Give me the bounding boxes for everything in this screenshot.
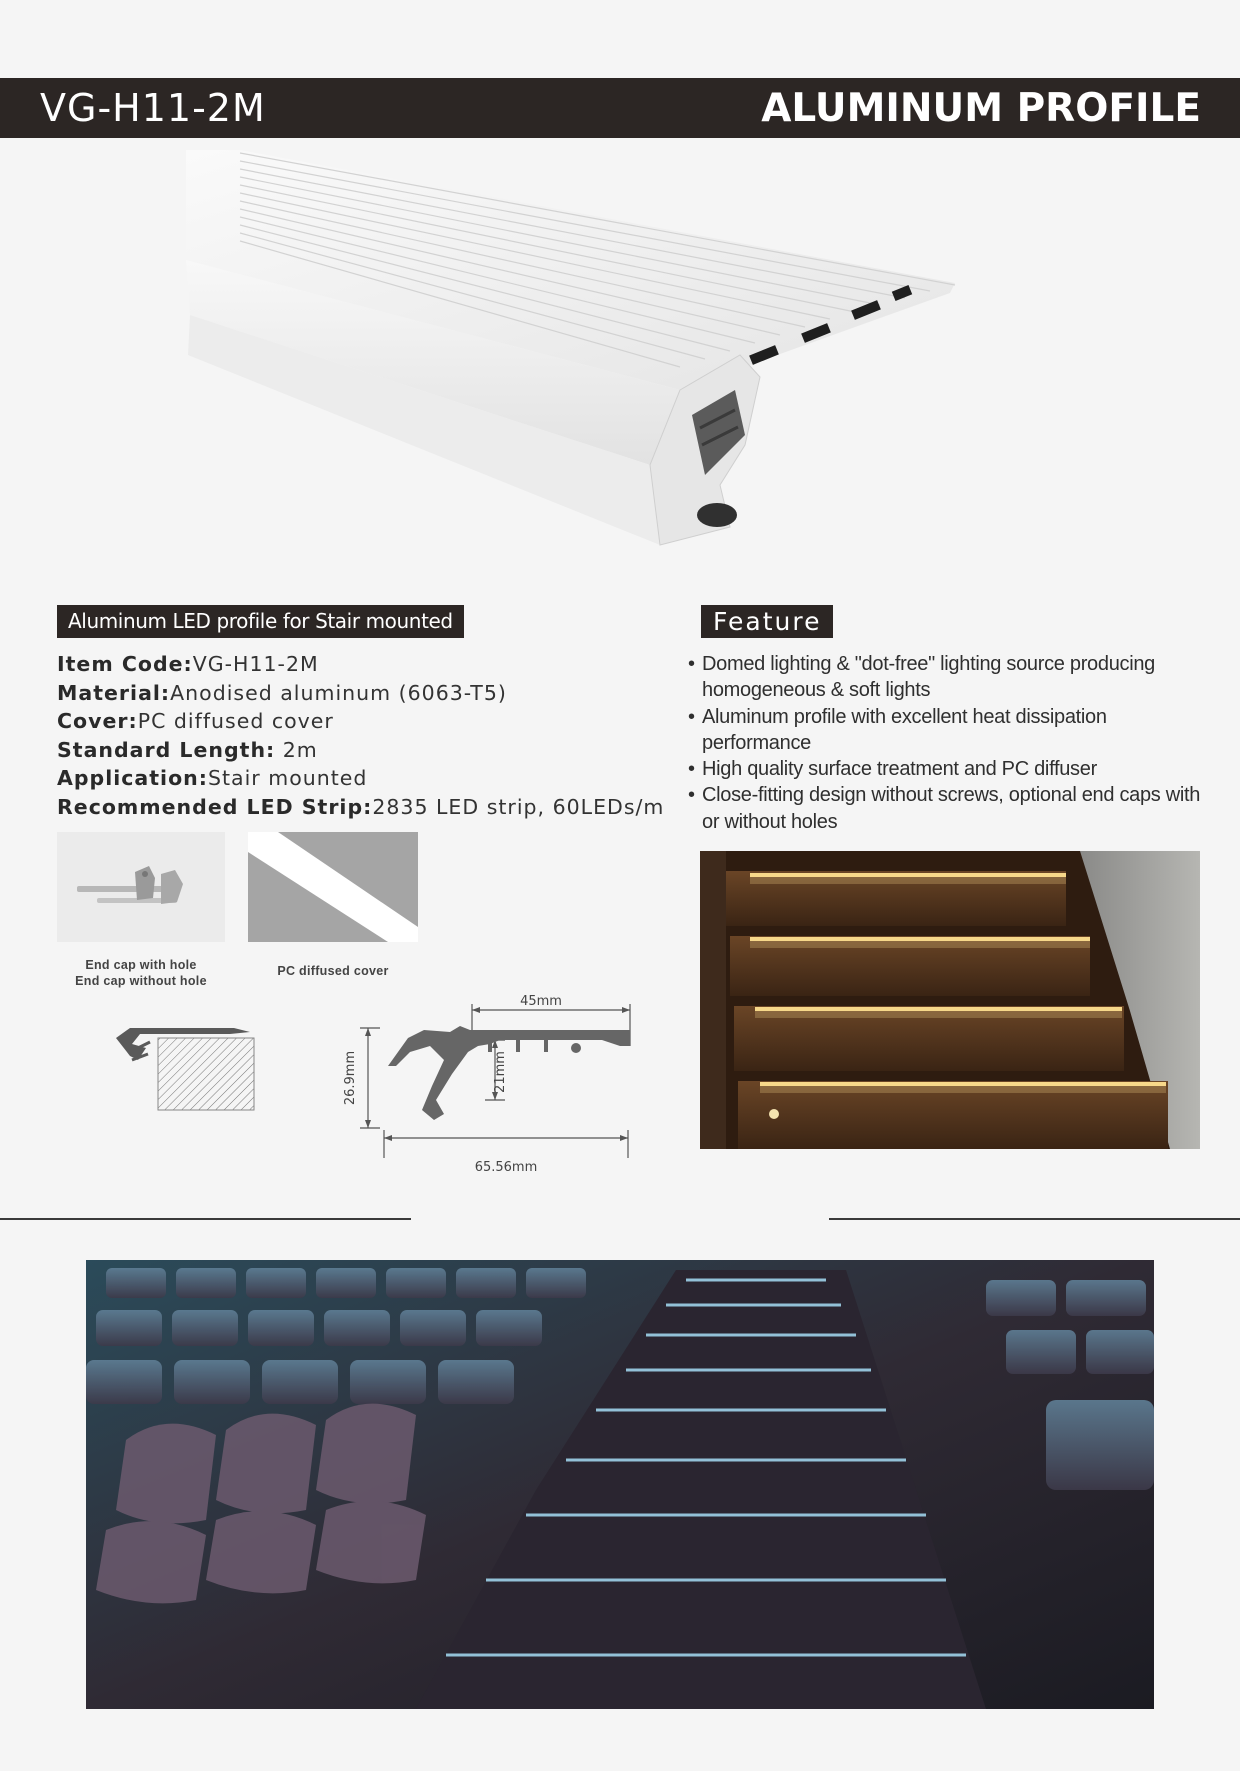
- dimension-drawing: [340, 990, 640, 1175]
- installation-diagram: [110, 1020, 260, 1115]
- end-cap-thumbnail: [57, 832, 225, 942]
- end-cap-without-hole-label: End cap without hole: [75, 974, 207, 988]
- end-cap-image: [57, 832, 225, 942]
- pc-cover-thumbnail: [248, 832, 418, 942]
- category-title: ALUMINUM PROFILE: [761, 86, 1201, 131]
- feature-item: • Close-fitting design without screws, optional end caps with or without holes: [688, 782, 1208, 835]
- spec-standard-length: Standard Length: 2m: [57, 737, 318, 762]
- divider-right: [829, 1218, 1240, 1220]
- spec-cover: Cover:PC diffused cover: [57, 709, 334, 733]
- dim-65-56mm-label: 65.56mm: [474, 1160, 538, 1175]
- feature-item: • High quality surface treatment and PC diffuser: [688, 756, 1208, 782]
- spec-application: Application:Stair mounted: [57, 766, 368, 790]
- end-cap-with-hole-label: End cap with hole: [85, 958, 197, 972]
- spec-recommended-led-strip: Recommended LED Strip:2835 LED strip, 60LEDs/m: [57, 794, 665, 819]
- pc-cover-image: [248, 832, 418, 942]
- divider-left: [0, 1218, 411, 1220]
- pc-cover-caption: PC diffused cover: [277, 964, 389, 978]
- dim-21mm-label: 21mm: [493, 1051, 508, 1093]
- cinema-stairs-photo: [86, 1260, 1154, 1709]
- product-subtitle: Aluminum LED profile for Stair mounted: [57, 605, 464, 638]
- feature-item: • Domed lighting & "dot-free" lighting source producing homogeneous & soft lights: [688, 651, 1208, 704]
- spec-list: [57, 650, 665, 821]
- stair-lighting-photo: [700, 851, 1200, 1149]
- feature-heading: Feature: [701, 605, 833, 638]
- profile-hero-image: [180, 145, 960, 555]
- spec-material: Material:Anodised aluminum (6063-T5): [57, 680, 507, 705]
- model-title: VG-H11-2M: [40, 86, 266, 130]
- dim-26-9mm-label: 26.9mm: [343, 1050, 358, 1106]
- header-banner: [0, 78, 1240, 138]
- feature-item: • Aluminum profile with excellent heat dissipation performance: [688, 704, 1208, 757]
- spec-item-code: Item Code:VG-H11-2M: [57, 652, 319, 676]
- dim-45mm-label: 45mm: [520, 994, 562, 1009]
- feature-list: [688, 651, 1208, 835]
- end-cap-caption: [57, 957, 225, 989]
